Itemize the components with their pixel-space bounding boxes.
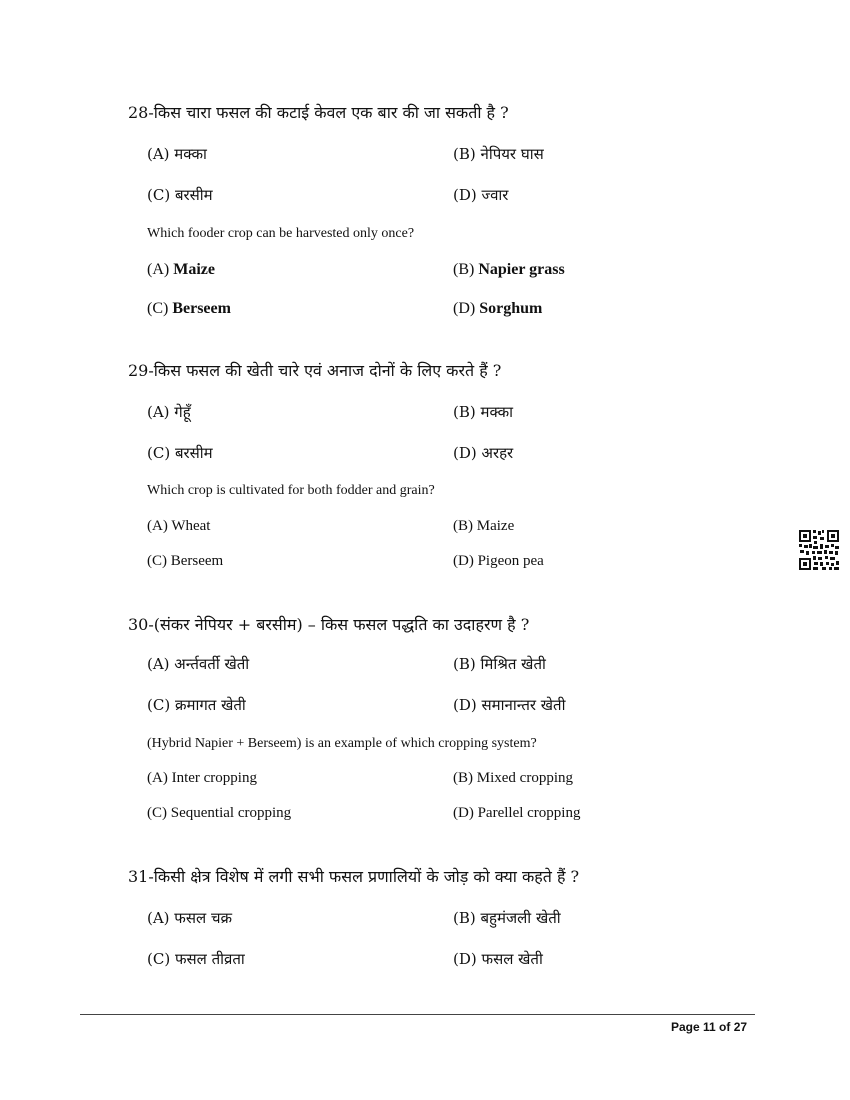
question-31-hindi: 31-किसी क्षेत्र विशेष में लगी सभी फसल प्रणालियों के जोड़ को क्या कहते हैं ? (128, 867, 580, 886)
q28-hindi-option-d: (D) ज्वार (453, 186, 509, 204)
q30-english-option-b: (B) Mixed cropping (453, 770, 573, 786)
q31-hindi-option-d: (D) फसल खेती (453, 950, 543, 968)
question-30-english: (Hybrid Napier + Berseem) is an example of which cropping system? (147, 736, 537, 751)
q30-hindi-option-b: (B) मिश्रित खेती (453, 655, 546, 673)
question-30-hindi: 30-(संकर नेपियर + बरसीम) – किस फसल पद्धति का उदाहरण है ? (128, 615, 530, 634)
q29-english-option-d: (D) Pigeon pea (453, 553, 544, 569)
q28-english-option-d: (D) Sorghum (453, 300, 543, 317)
page-number: Page 11 of 27 (671, 1020, 748, 1034)
q30-hindi-option-c: (C) क्रमागत खेती (147, 696, 246, 714)
q29-hindi-option-b: (B) मक्का (453, 403, 514, 421)
q29-english-option-a: (A) Wheat (147, 518, 211, 534)
q29-hindi-option-d: (D) अरहर (453, 444, 514, 462)
q29-english-option-c: (C) Berseem (147, 553, 224, 569)
q28-hindi-option-a: (A) मक्का (147, 145, 207, 163)
q28-english-option-b: (B) Napier grass (453, 261, 565, 278)
q29-english-option-b: (B) Maize (453, 518, 515, 534)
q28-english-option-a: (A) Maize (147, 261, 215, 278)
q30-english-option-c: (C) Sequential cropping (147, 805, 292, 821)
question-29-english: Which crop is cultivated for both fodder and grain? (147, 483, 435, 498)
q31-hindi-option-a: (A) फसल चक्र (147, 909, 232, 927)
question-28-hindi: 28-किस चारा फसल की कटाई केवल एक बार की जा सकती है ? (128, 103, 509, 122)
footer-rule (80, 1014, 755, 1015)
q30-hindi-option-d: (D) समानान्तर खेती (453, 696, 566, 714)
q30-english-option-d: (D) Parellel cropping (453, 805, 581, 821)
q29-hindi-option-c: (C) बरसीम (147, 444, 213, 462)
q30-hindi-option-a: (A) अर्न्तवर्ती खेती (147, 655, 250, 673)
q30-english-option-a: (A) Inter cropping (147, 770, 257, 786)
q31-hindi-option-c: (C) फसल तीव्रता (147, 950, 245, 968)
question-29-hindi: 29-किस फसल की खेती चारे एवं अनाज दोनों के लिए करते हैं ? (128, 361, 502, 380)
q28-english-option-c: (C) Berseem (147, 300, 231, 317)
q29-hindi-option-a: (A) गेहूँ (147, 403, 191, 421)
question-28-english: Which fooder crop can be harvested only once? (147, 226, 415, 241)
qr-code-icon (798, 529, 840, 571)
q31-hindi-option-b: (B) बहुमंजली खेती (453, 909, 561, 927)
q28-hindi-option-b: (B) नेपियर घास (453, 145, 544, 163)
q28-hindi-option-c: (C) बरसीम (147, 186, 213, 204)
